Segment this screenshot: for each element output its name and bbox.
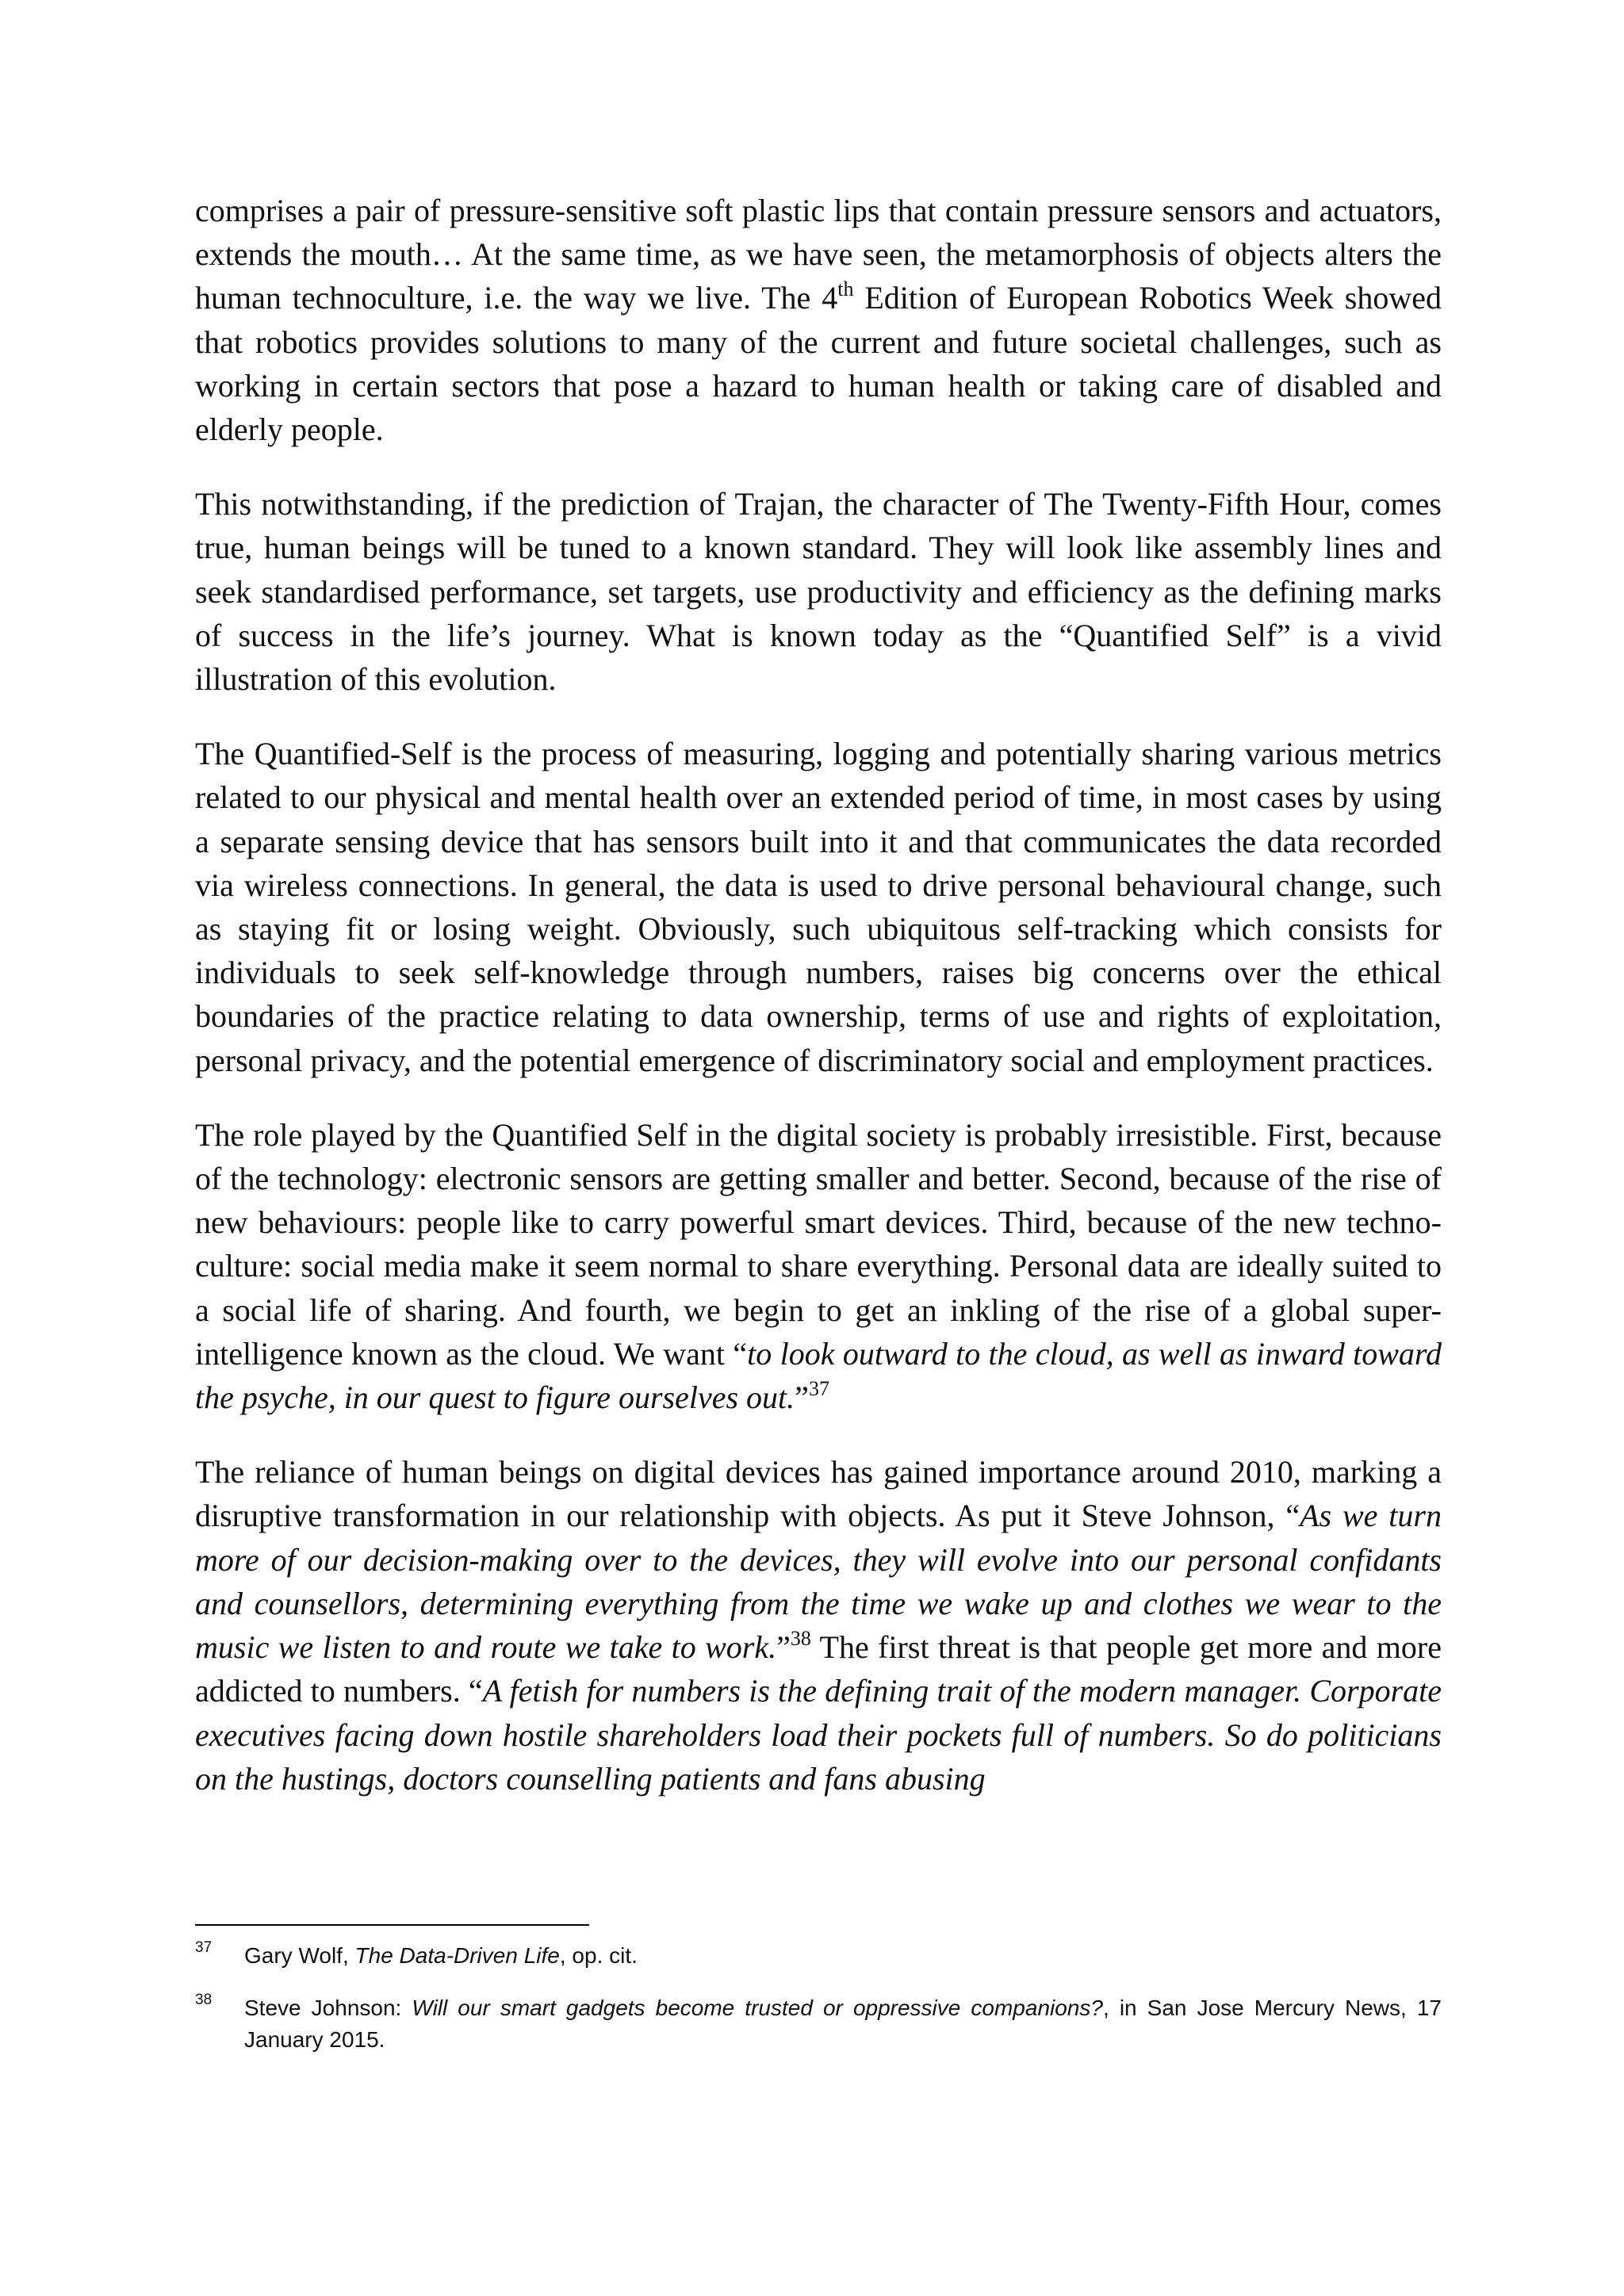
footnote-title: The Data-Driven Life [354, 1943, 560, 1968]
paragraph-1 [195, 189, 1442, 451]
footnote-separator [195, 1924, 589, 1926]
footnote-ref-38[interactable]: 38 [790, 1627, 811, 1651]
footnote-title: Will our smart gadgets become trusted or oppressive companions? [412, 1996, 1103, 2020]
footnote-ref-37[interactable]: 37 [808, 1377, 829, 1401]
body-text [195, 189, 1442, 1831]
footnote-number: 38 [195, 1992, 213, 2008]
footnote-text: Gary Wolf, [244, 1943, 355, 1968]
paragraph-4-quote: to look outward to the cloud, as well as inward toward the psyche, in our quest to figure ourselves out. [195, 1335, 1442, 1416]
paragraph-5 [195, 1450, 1442, 1800]
footnote-text: , in San Jose Mercury News, 17 January 2015. [244, 1996, 1442, 2052]
paragraph-5-text-c: The first threat is that people get more and more addicted to numbers. “ [195, 1629, 1442, 1709]
paragraph-4-text-b: ” [795, 1380, 809, 1416]
paragraph-5-quote-2: A fetish for numbers is the defining trait of the modern manager. Corporate executives facing down hostile shareholders load their pockets full of numbers. So do politicians on the hustings, doctors counselling patients and fans abusing [195, 1673, 1442, 1797]
footnote-37 [195, 1940, 1442, 1972]
paragraph-5-text-a: The reliance of human beings on digital devices has gained importance around 2010, marking a disruptive transformation in our relationship with objects. As put it Steve Johnson, “ [195, 1454, 1442, 1534]
paragraph-4-text-a: The role played by the Quantified Self in the digital society is probably irresistible. First, because of the technology: electronic sensors are getting smaller and better. Second, because of the rise of new behaviours: people like to carry powerful smart devices. Third, because of the new techno-culture: social media make it seem normal to share everything. Personal data are ideally suited to a social life of sharing. And fourth, we begin to get an inkling of the rise of a global super-intelligence known as the cloud. We want “ [195, 1116, 1442, 1372]
footnote-38 [195, 1992, 1442, 2056]
footnote-text: Steve Johnson: [244, 1996, 412, 2020]
paragraph-5-text-b: ” [776, 1629, 791, 1666]
footnote-text: , op. cit. [559, 1943, 638, 1968]
paragraph-1-text-b: Edition of European Robotics Week showed that robotics provides solutions to many of the current and future societal challenges, such as working in certain sectors that pose a hazard to human health or taking care of disabled and elderly people. [195, 280, 1442, 448]
paragraph-3: The Quantified-Self is the process of measuring, logging and potentially sharing various metrics related to our physical and mental health over an extended period of time, in most cases by using a separate sensing device that has sensors built into it and that communicates the data recorded via wireless connections. In general, the data is used to drive personal behavioural change, such as staying fit or losing weight. Obviously, such ubiquitous self-tracking which consists for individuals to seek self-knowledge through numbers, raises big concerns over the ethical boundaries of the practice relating to data ownership, terms of use and rights of exploitation, personal privacy, and the potential emergence of discriminatory social and employment practices. [195, 736, 1442, 1078]
paragraph-5-quote-1: As we turn more of our decision-making over to the devices, they will evolve into our personal confidants and counsellors, determining everything from the time we wake up and clothes we wear to the music we listen to and route we take to work. [195, 1498, 1442, 1666]
ordinal-superscript: th [837, 277, 854, 301]
footnotes [195, 1940, 1442, 2076]
footnote-number: 37 [195, 1939, 213, 1956]
paragraph-4 [195, 1113, 1442, 1419]
paragraph-1-text-a: comprises a pair of pressure-sensitive soft plastic lips that contain pressure sensors and actuators, extends the mouth… At the same time, as we have seen, the metamorphosis of objects alters the human technoculture, i.e. the way we live. The 4 [195, 193, 1442, 316]
paragraph-2: This notwithstanding, if the prediction of Trajan, the character of The Twenty-Fifth Hour, comes true, human beings will be tuned to a known standard. They will look like assembly lines and seek standardised performance, set targets, use productivity and efficiency as the defining marks of success in the life’s journey. What is known today as the “Quantified Self” is a vivid illustration of this evolution. [195, 486, 1442, 698]
